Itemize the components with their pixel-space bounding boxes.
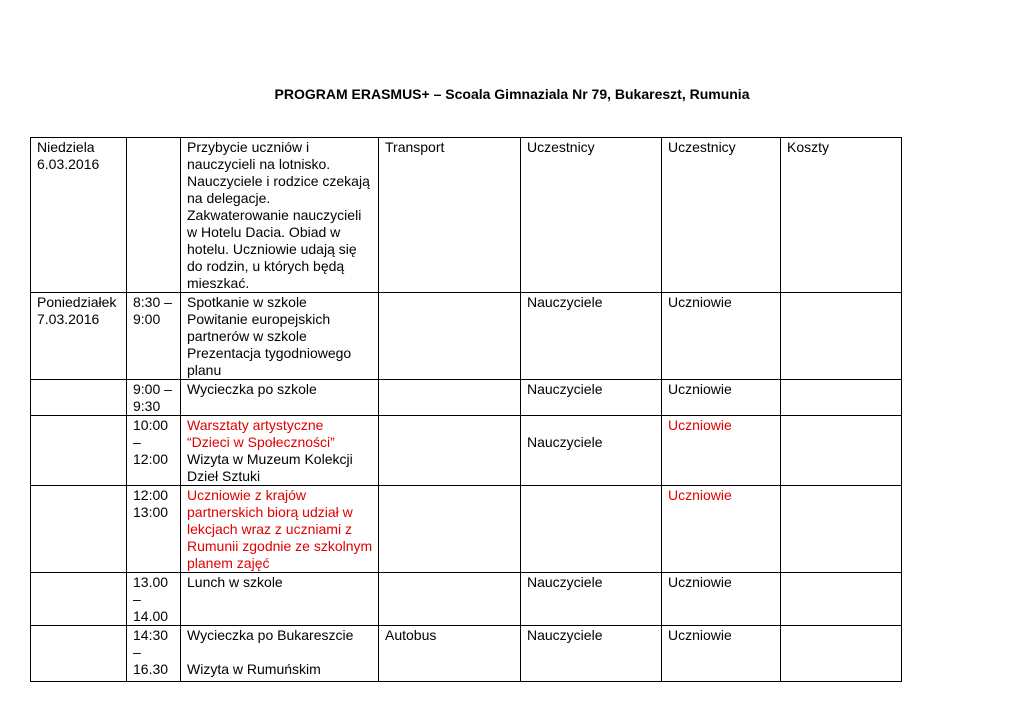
participants-cell-2: Uczniowie	[662, 573, 781, 626]
transport-cell: Transport	[379, 138, 521, 293]
participants-cell-2: Uczniowie	[662, 380, 781, 416]
participants-cell-2: Uczestnicy	[662, 138, 781, 293]
activity-text: Wizyta w Rumuńskim	[187, 661, 321, 677]
day-cell	[31, 138, 127, 293]
activity-text-highlight: Warsztaty artystyczne	[187, 417, 324, 433]
activity-text: Lunch w szkole	[187, 574, 283, 590]
participants-cell: Nauczyciele	[521, 626, 662, 682]
day-cell	[31, 293, 127, 380]
activity-cell	[181, 573, 379, 626]
day-cell	[31, 416, 127, 486]
table-row	[31, 380, 902, 416]
participants-cell: Nauczyciele	[521, 293, 662, 380]
document-title: PROGRAM ERASMUS+ – Scoala Gimnaziala Nr 79, Bukareszt, Rumunia	[274, 86, 750, 102]
table-row	[31, 416, 902, 486]
transport-cell	[379, 573, 521, 626]
day-name: Niedziela	[37, 139, 95, 155]
day-cell	[31, 486, 127, 573]
time-end: 13:00	[133, 504, 169, 520]
costs-cell	[781, 416, 902, 486]
activity-text: Wizyta w Muzeum Kolekcji Dzieł Sztuki	[187, 451, 353, 484]
day-name: Poniedziałek	[37, 294, 117, 310]
table-row	[31, 486, 902, 573]
costs-cell	[781, 380, 902, 416]
activity-text-highlight: Uczniowie z krajów partnerskich biorą udział w lekcjach wraz z uczniami z Rumunii zgodnie ze szkolnym planem zajęć	[187, 487, 373, 571]
time-cell	[127, 293, 181, 380]
costs-cell	[781, 293, 902, 380]
time-end: 9:30	[133, 398, 161, 414]
time-start: 14:30	[133, 627, 169, 643]
participants-cell	[521, 486, 662, 573]
time-cell	[127, 416, 181, 486]
time-dash: –	[133, 434, 141, 450]
transport-cell: Autobus	[379, 626, 521, 682]
day-date: 7.03.2016	[37, 311, 100, 327]
transport-cell	[379, 486, 521, 573]
time-start: 12:00	[133, 487, 169, 503]
participants-cell-2: Uczniowie	[662, 626, 781, 682]
schedule-table	[30, 137, 902, 682]
participants-cell: Uczestnicy	[521, 138, 662, 293]
participants-text: Nauczyciele	[527, 434, 603, 450]
participants-cell-2: Uczniowie	[662, 416, 781, 486]
table-row	[31, 138, 902, 293]
time-end: 14.00	[133, 608, 169, 624]
participants-cell: Nauczyciele	[521, 573, 662, 626]
participants-cell-2: Uczniowie	[662, 293, 781, 380]
activity-text: Powitanie europejskich partnerów w szkole	[187, 311, 331, 344]
day-cell	[31, 626, 127, 682]
participants-cell	[521, 416, 662, 486]
time-end: 12:00	[133, 451, 169, 467]
table-row	[31, 573, 902, 626]
time-start: 10:00	[133, 417, 169, 433]
costs-cell	[781, 486, 902, 573]
time-cell	[127, 486, 181, 573]
time-dash: –	[133, 644, 141, 660]
time-end: 16.30	[133, 661, 169, 677]
time-start: 9:00 –	[133, 381, 172, 397]
participants-cell-2: Uczniowie	[662, 486, 781, 573]
transport-cell	[379, 416, 521, 486]
table-row	[31, 626, 902, 682]
time-start: 13.00	[133, 574, 169, 590]
transport-cell	[379, 380, 521, 416]
activity-cell	[181, 486, 379, 573]
activity-text: Wycieczka po Bukareszcie	[187, 627, 354, 643]
time-start: 8:30 –	[133, 294, 172, 310]
activity-text-highlight: “Dzieci w Społeczności”	[187, 434, 335, 450]
table-row	[31, 293, 902, 380]
activity-cell	[181, 416, 379, 486]
costs-cell	[781, 573, 902, 626]
activity-text: Wycieczka po szkole	[187, 381, 317, 397]
activity-text: Spotkanie w szkole	[187, 294, 307, 310]
day-date: 6.03.2016	[37, 156, 100, 172]
day-cell	[31, 380, 127, 416]
day-cell	[31, 573, 127, 626]
time-cell	[127, 138, 181, 293]
time-cell	[127, 626, 181, 682]
participants-cell: Nauczyciele	[521, 380, 662, 416]
activity-cell	[181, 293, 379, 380]
costs-cell	[781, 626, 902, 682]
time-dash: –	[133, 591, 141, 607]
time-end: 9:00	[133, 311, 161, 327]
activity-cell	[181, 626, 379, 682]
activity-text: Prezentacja tygodniowego planu	[187, 345, 352, 378]
transport-cell	[379, 293, 521, 380]
activity-text: Przybycie uczniów i nauczycieli na lotnisko. Nauczyciele i rodzice czekają na delegacje. Zakwaterowanie nauczycieli w Hotelu Dacia. Obiad w hotelu. Uczniowie udają się do rodzin, u których będą mieszkać.	[187, 139, 370, 291]
activity-cell	[181, 380, 379, 416]
time-cell	[127, 380, 181, 416]
activity-cell	[181, 138, 379, 293]
costs-cell: Koszty	[781, 138, 902, 293]
time-cell	[127, 573, 181, 626]
